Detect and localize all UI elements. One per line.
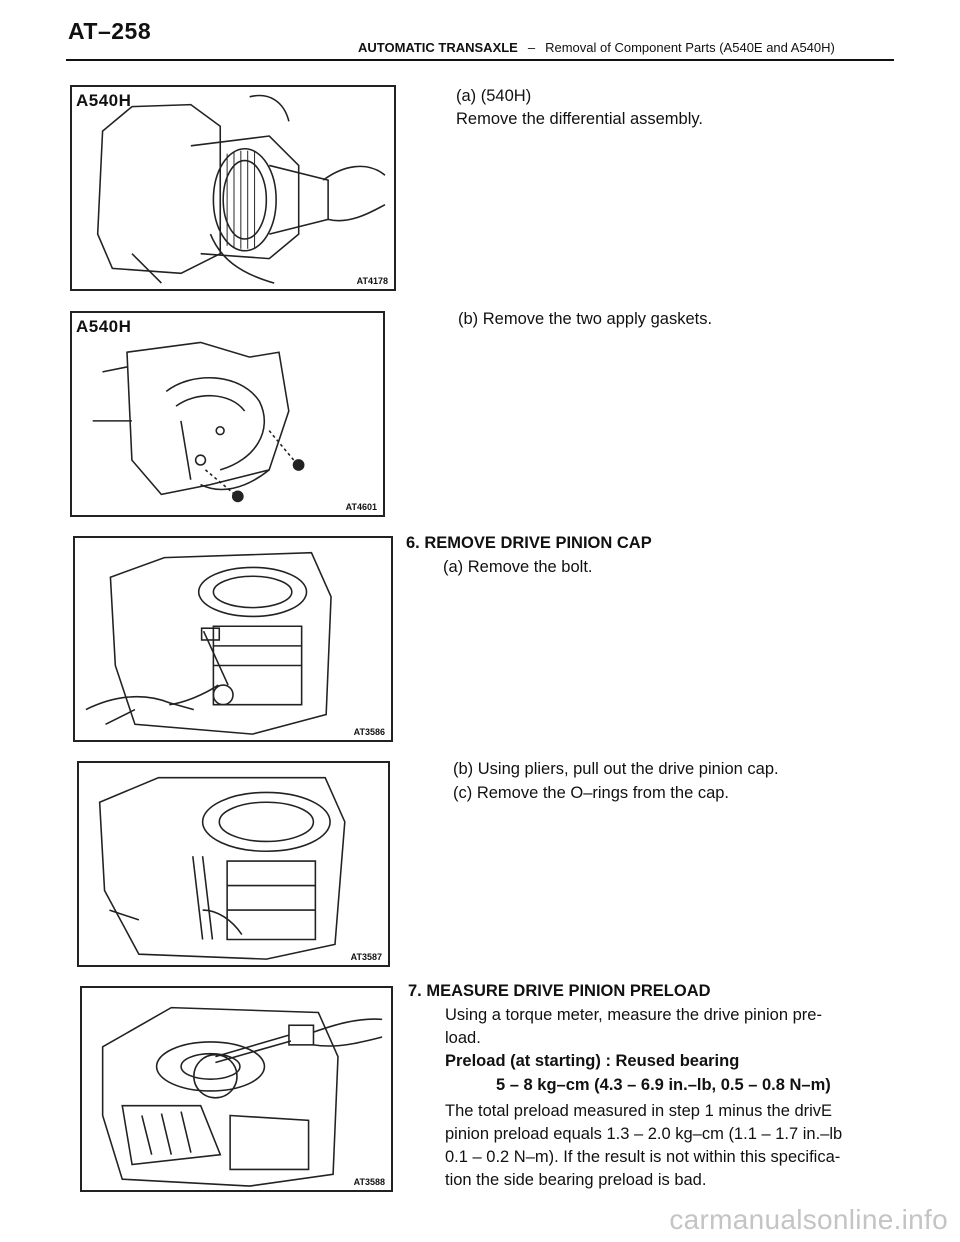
- apply-gaskets-illustration: [72, 313, 383, 515]
- figure-apply-gaskets: [70, 311, 385, 517]
- header-rule: [66, 59, 894, 61]
- figure-code: AT3587: [350, 952, 382, 962]
- step6-a: (a) Remove the bolt.: [443, 558, 593, 576]
- figure-code: AT3586: [353, 727, 385, 737]
- remove-bolt-illustration: [75, 538, 391, 740]
- step7-note2: pinion preload equals 1.3 – 2.0 kg–cm (1.1 – 1.7 in.–lb: [445, 1125, 843, 1143]
- step-diff-b: (b) Remove the two apply gaskets.: [458, 310, 713, 328]
- step6-b: (b) Using pliers, pull out the drive pinion cap.: [453, 760, 779, 778]
- step7-title: 7. MEASURE DRIVE PINION PRELOAD: [408, 982, 711, 1000]
- step7-note1: The total preload measured in step 1 minus the drivE: [445, 1102, 833, 1120]
- step6-c: (c) Remove the O–rings from the cap.: [453, 784, 730, 802]
- figure-pliers: [77, 761, 390, 967]
- watermark: carmanualsonline.info: [669, 1204, 948, 1235]
- section-title: AUTOMATIC TRANSAXLE: [358, 40, 518, 55]
- page-number: AT–258: [68, 18, 152, 44]
- figure-torque-meter: [80, 986, 393, 1192]
- step7-line2: load.: [445, 1029, 481, 1047]
- step7-note4: tion the side bearing preload is bad.: [445, 1171, 707, 1189]
- torque-meter-illustration: [82, 988, 391, 1190]
- figure-remove-bolt: [73, 536, 393, 742]
- figure-differential-removal: [70, 85, 396, 291]
- header-separator: –: [527, 40, 536, 55]
- figure-code: AT3588: [353, 1177, 385, 1187]
- pliers-illustration: [79, 763, 388, 965]
- step-diff-a-line2: Remove the differential assembly.: [456, 110, 704, 128]
- figure-code: AT4178: [356, 276, 388, 286]
- step7-note3: 0.1 – 0.2 N–m). If the result is not within this specifica-: [445, 1148, 841, 1166]
- step-diff-a-line1: (a) (540H): [456, 87, 532, 105]
- step6-title: 6. REMOVE DRIVE PINION CAP: [406, 534, 652, 552]
- model-label: A540H: [76, 317, 132, 336]
- model-label: A540H: [76, 91, 132, 110]
- differential-removal-illustration: [72, 87, 394, 289]
- step7-spec-label: Preload (at starting) : Reused bearing: [445, 1052, 740, 1070]
- figure-code: AT4601: [345, 502, 377, 512]
- subsection-title: Removal of Component Parts (A540E and A540H): [545, 40, 835, 55]
- step7-line1: Using a torque meter, measure the drive pinion pre-: [445, 1006, 822, 1024]
- step7-spec-value: 5 – 8 kg–cm (4.3 – 6.9 in.–lb, 0.5 – 0.8 N–m): [496, 1076, 831, 1094]
- running-header: [358, 40, 835, 55]
